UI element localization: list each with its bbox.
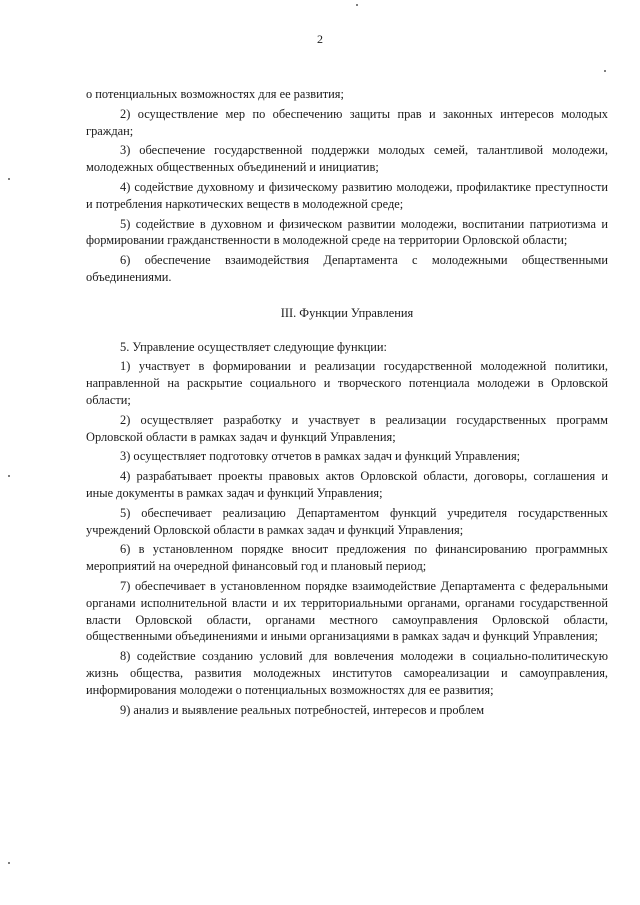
section-heading: III. Функции Управления — [280, 305, 414, 320]
paragraph: 1) участвует в формировании и реализации государственной молодежной политики, направленной на раскрытие социального и творческого потенциала молодежи в Орловской области; — [86, 359, 608, 407]
paragraph: 5. Управление осуществляет следующие функции: — [120, 339, 387, 354]
paragraph: 6) обеспечение взаимодействия Департамента с молодежными общественными объединениями. — [86, 253, 608, 284]
page-number: 2 — [317, 32, 323, 46]
paragraph: 3) осуществляет подготовку отчетов в рамках задач и функций Управления; — [120, 449, 521, 464]
paragraph: 9) анализ и выявление реальных потребностей, интересов и проблем — [120, 702, 485, 717]
paragraph: 4) содействие духовному и физическому развитию молодежи, профилактике преступности и потребления наркотических веществ в молодежной среде; — [86, 179, 608, 211]
paragraph: 3) обеспечение государственной поддержки молодых семей, талантливой молодежи, молодежных общественных объединений и инициатив; — [86, 143, 608, 175]
paragraph: 7) обеспечивает в установленном порядке взаимодействие Департамента с федеральными органами исполнительной власти и их территориальными органами, органами государственной власти Орловской области, органами местного самоуправления Орловской области, общественными объединениями и иными организациями в рамках задач и функций Управления; — [86, 578, 608, 644]
paragraph: 4) разрабатывает проекты правовых актов Орловской области, договоры, соглашения и иные документы в рамках задач и функций Управления; — [86, 469, 608, 500]
paragraphs-before-section — [86, 86, 608, 286]
paragraph: о потенциальных возможностях для ее развития; — [86, 87, 344, 101]
scan-speck — [356, 4, 358, 6]
scan-speck — [604, 70, 606, 72]
scan-speck — [8, 862, 10, 864]
scan-speck — [8, 178, 10, 180]
paragraph: 6) в установленном порядке вносит предложения по финансированию программных мероприятий на очередной финансовый год и плановый период; — [86, 542, 608, 574]
paragraph: 5) обеспечивает реализацию Департаментом функций учредителя государственных учреждений Орловской области в рамках задач и функций Управления; — [86, 505, 608, 537]
paragraph: 2) осуществление мер по обеспечению защиты прав и законных интересов молодых граждан; — [86, 106, 608, 138]
scan-speck — [8, 475, 10, 477]
paragraph: 5) содействие в духовном и физическом развитии молодежи, воспитании патриотизма и формировании гражданственности в молодежной среде на территории Орловской области; — [86, 216, 608, 248]
paragraph: 2) осуществляет разработку и участвует в реализации государственных программ Орловской области в рамках задач и функций Управления; — [86, 412, 608, 444]
paragraph: 8) содействие созданию условий для вовлечения молодежи в социально-политическую жизнь общества, развития молодежных институтов самореализации и самоуправления, информирования молодежи о потенциальных возможностях для ее развития; — [86, 649, 608, 697]
paragraphs-after-section — [86, 339, 608, 719]
document-body — [86, 86, 608, 718]
